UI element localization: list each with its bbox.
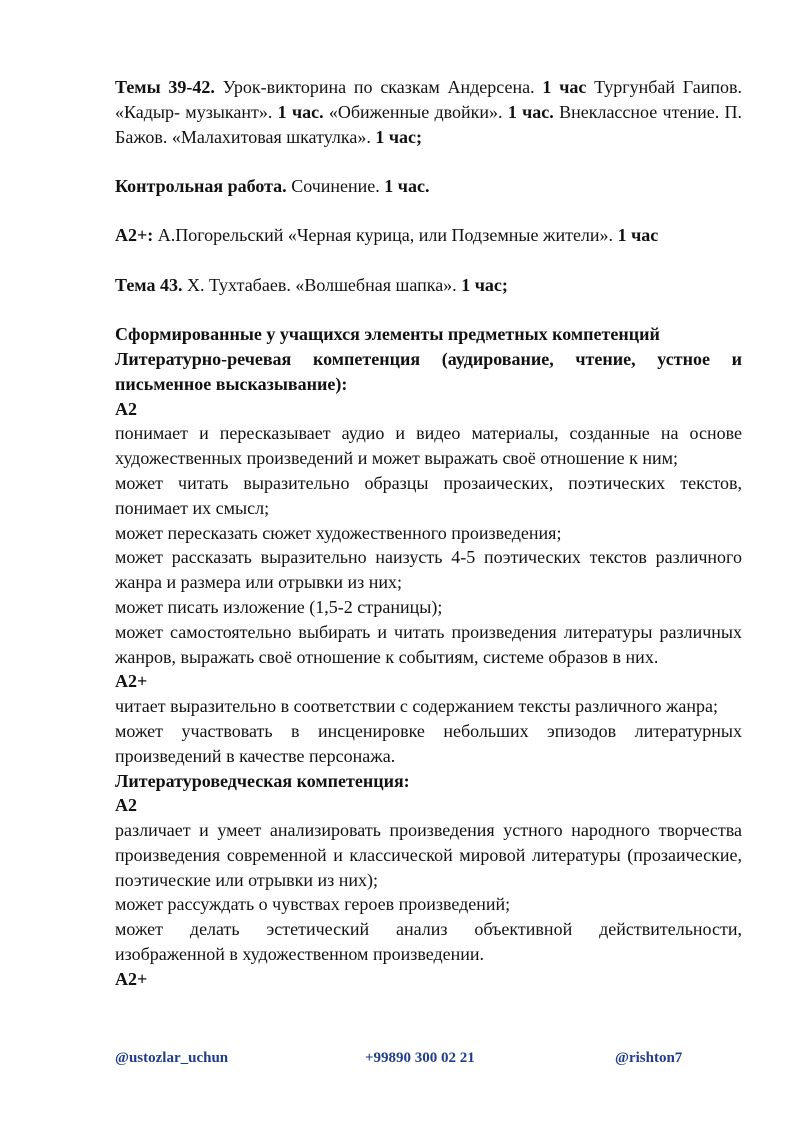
themes-39-42-label: Темы 39-42. <box>115 77 215 97</box>
control-work-paragraph <box>115 174 742 199</box>
page-footer <box>0 1046 800 1068</box>
list-item: может участвовать в инсценировке небольших эпизодов литературных произведений в качестве персонажа. <box>115 720 742 766</box>
themes-text-4: Внеклассное чтение. П. Бажов. «Малахитовая шкатулка». <box>115 101 743 147</box>
list-item: может самостоятельно выбирать и читать произведения литературы различных жанров, выражать своё отношение к событиям, системе образов в них. <box>115 621 742 667</box>
themes-39-42-paragraph <box>115 75 742 149</box>
list-item: понимает и пересказывает аудио и видео материалы, созданные на основе художественных произведений и может выражать своё отношение к ним; <box>115 423 742 469</box>
themes-text-3: «Обиженные двойки». <box>323 101 508 122</box>
themes-text-1: Урок-викторина по сказкам Андерсена. <box>214 77 543 97</box>
themes-hours-3: 1 час. <box>507 101 554 122</box>
theme-43-hours: 1 час; <box>461 274 508 295</box>
footer-telegram-right: @rishton7 <box>615 1050 683 1066</box>
list-item: может рассказать выразительно наизусть 4-5 поэтических текстов различного жанра и размера или отрывки из них; <box>115 547 742 593</box>
literary-speech-a2-label: A2 <box>115 398 137 419</box>
a2plus-extra-label: A2+: <box>115 225 154 246</box>
list-item: может писать изложение (1,5-2 страницы); <box>115 596 443 617</box>
themes-text-2: Тургунбай Гаипов. «Кадыр- музыкант». <box>115 77 743 122</box>
theme-43-paragraph <box>115 273 742 298</box>
list-item: может читать выразительно образцы прозаических, поэтических текстов, понимает их смысл; <box>115 472 742 518</box>
footer-telegram-left: @ustozlar_uchun <box>115 1050 229 1066</box>
list-item: может рассуждать о чувствах героев произведений; <box>115 894 511 915</box>
a2plus-extra-paragraph <box>115 223 742 248</box>
control-work-hours: 1 час. <box>384 175 430 196</box>
control-work-label: Контрольная работа. <box>115 175 287 196</box>
competencies-heading: Сформированные у учащихся элементы предметных компетенций <box>115 324 660 345</box>
themes-hours-4: 1 час; <box>375 126 423 147</box>
list-item: различает и умеет анализировать произведения устного народного творчества произведения современной и классической мировой литературы (прозаические, поэтические или отрывки из них); <box>115 820 742 890</box>
theme-43-label: Тема 43. <box>115 274 183 295</box>
list-item: читает выразительно в соответствии с содержанием тексты различного жанра; <box>115 696 718 717</box>
page-content <box>115 75 742 992</box>
a2plus-extra-hours: 1 час <box>617 225 659 246</box>
list-item: может делать эстетический анализ объективной действительности, изображенной в художественном произведении. <box>115 919 742 965</box>
theme-43-text: Х. Тухтабаев. «Волшебная шапка». <box>182 274 462 295</box>
themes-hours-1: 1 час <box>542 77 587 97</box>
control-work-text: Сочинение. <box>286 175 385 196</box>
literary-studies-a2-label: A2 <box>115 795 137 816</box>
themes-hours-2: 1 час. <box>277 101 324 122</box>
literary-speech-heading: Литературно-речевая компетенция (аудирование, чтение, устное и письменное высказывание): <box>115 348 742 394</box>
literary-speech-a2plus-label: A2+ <box>115 671 148 692</box>
a2plus-extra-text: А.Погорельский «Черная курица, или Подземные жители». <box>153 225 618 246</box>
list-item: может пересказать сюжет художественного произведения; <box>115 522 562 543</box>
literary-studies-heading: Литературоведческая компетенция: <box>115 770 410 791</box>
literary-studies-a2plus-label: A2+ <box>115 968 148 989</box>
footer-phone: +99890 300 02 21 <box>365 1050 475 1066</box>
